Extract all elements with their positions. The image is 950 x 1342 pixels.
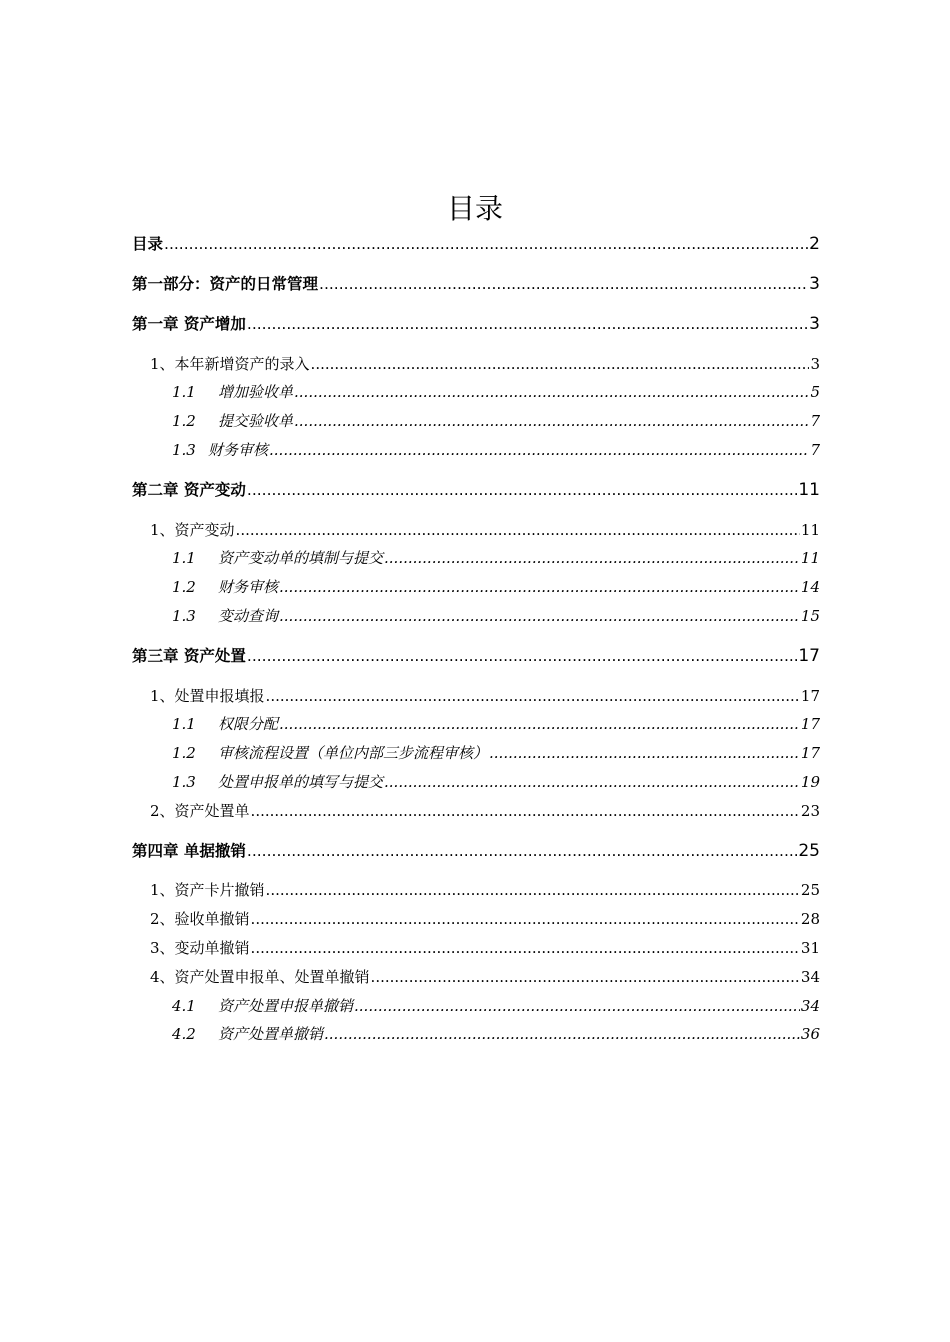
toc-leader-dots xyxy=(251,800,800,822)
toc-page-number: 5 xyxy=(810,383,820,401)
toc-entry[interactable] xyxy=(132,713,820,735)
toc-leader-dots xyxy=(384,547,800,569)
toc-leader-dots xyxy=(354,995,800,1017)
toc-entry-number: 1.1 xyxy=(172,715,196,733)
toc-entry[interactable] xyxy=(132,645,820,667)
toc-entry-number: 1.1 xyxy=(172,383,196,401)
toc-entry[interactable] xyxy=(132,605,820,627)
toc-entry-text: 处置申报单的填写与提交 xyxy=(218,773,384,791)
toc-entry-label: 1、本年新增资产的录入 xyxy=(150,355,310,373)
toc-page-number: 2 xyxy=(809,234,820,254)
toc-leader-dots xyxy=(311,353,810,375)
toc-entry[interactable] xyxy=(132,519,820,541)
toc-leader-dots xyxy=(266,685,800,707)
toc-entry-text: 资产处置申报单撤销 xyxy=(218,997,354,1015)
toc-leader-dots xyxy=(164,233,808,255)
toc-entry-label: 1、资产卡片撤销 xyxy=(150,881,265,899)
toc-entry[interactable] xyxy=(132,685,820,707)
toc-entry[interactable] xyxy=(132,353,820,375)
toc-entry-label: 4、资产处置申报单、处置单撤销 xyxy=(150,968,370,986)
toc-entry-label xyxy=(172,1023,323,1045)
toc-page-number: 11 xyxy=(800,549,820,567)
toc-entry-label xyxy=(172,713,278,735)
toc-entry[interactable] xyxy=(132,547,820,569)
toc-entry[interactable] xyxy=(132,1023,820,1045)
toc-page-number: 31 xyxy=(800,939,820,957)
toc-page-number: 36 xyxy=(800,1025,820,1043)
toc-entry[interactable] xyxy=(132,908,820,930)
toc-entry-label: 1、资产变动 xyxy=(150,521,235,539)
page-title: 目录 xyxy=(446,191,503,225)
toc-entry[interactable] xyxy=(132,576,820,598)
toc-entry-label xyxy=(172,381,293,403)
toc-leader-dots xyxy=(251,937,800,959)
toc-entry-label: 目录 xyxy=(132,235,164,253)
toc-entry-text: 权限分配 xyxy=(218,715,279,733)
toc-entry[interactable] xyxy=(132,410,820,432)
toc-page-number: 17 xyxy=(800,744,820,762)
toc-entry-number: 1.3 xyxy=(172,773,196,791)
toc-page-number: 14 xyxy=(800,578,820,596)
toc-entry[interactable] xyxy=(132,313,820,335)
toc-page-number: 3 xyxy=(809,274,820,294)
toc-leader-dots xyxy=(266,879,800,901)
toc-page-number: 17 xyxy=(798,646,820,666)
toc-page-number: 25 xyxy=(798,841,820,861)
toc-entry-label xyxy=(172,771,383,793)
toc-entry-label xyxy=(172,439,268,461)
toc-leader-dots xyxy=(324,1023,800,1045)
toc-entry-label xyxy=(172,547,383,569)
toc-leader-dots xyxy=(251,908,800,930)
toc-entry-number: 4.1 xyxy=(172,997,196,1015)
toc-entry-number: 1.3 xyxy=(172,607,196,625)
toc-page-number: 19 xyxy=(800,773,820,791)
toc-leader-dots xyxy=(279,713,800,735)
toc-leader-dots xyxy=(294,381,809,403)
toc-entry-text: 财务审核 xyxy=(218,578,279,596)
toc-leader-dots xyxy=(319,273,808,295)
toc-entry-label: 第二章 资产变动 xyxy=(132,481,246,499)
toc-entry[interactable] xyxy=(132,966,820,988)
toc-entry-label xyxy=(172,576,278,598)
toc-leader-dots xyxy=(236,519,800,541)
toc-entry-text: 财务审核 xyxy=(208,441,269,459)
toc-leader-dots xyxy=(247,313,808,335)
toc-entry[interactable] xyxy=(132,273,820,295)
toc-leader-dots xyxy=(489,742,800,764)
toc-entry-label: 第一部分：资产的日常管理 xyxy=(132,275,319,293)
toc-entry-number: 1.1 xyxy=(172,549,196,567)
toc-entry-label: 第四章 单据撤销 xyxy=(132,842,246,860)
toc-entry-text: 审核流程设置（单位内部三步流程审核） xyxy=(218,744,489,762)
toc-page-number: 7 xyxy=(810,412,820,430)
toc-entry-text: 增加验收单 xyxy=(218,383,294,401)
toc-entry-label: 第一章 资产增加 xyxy=(132,315,246,333)
toc-page-number: 7 xyxy=(810,441,820,459)
toc-entry[interactable] xyxy=(132,381,820,403)
toc-entry-number: 1.2 xyxy=(172,412,196,430)
toc-entry-text: 提交验收单 xyxy=(218,412,294,430)
toc-entry-label xyxy=(172,742,488,764)
toc-page-number: 34 xyxy=(800,997,820,1015)
toc-page-number: 17 xyxy=(800,687,820,705)
toc-page-number: 25 xyxy=(800,881,820,899)
toc-entry-label: 2、验收单撤销 xyxy=(150,910,250,928)
toc-page-number: 3 xyxy=(810,355,820,373)
toc-page-number: 11 xyxy=(800,521,820,539)
toc-leader-dots xyxy=(247,479,797,501)
toc-page-number: 3 xyxy=(809,314,820,334)
toc-leader-dots xyxy=(279,605,800,627)
toc-entry[interactable] xyxy=(132,879,820,901)
toc-entry-label: 1、处置申报填报 xyxy=(150,687,265,705)
toc-entry-label xyxy=(172,995,353,1017)
toc-entry-number: 1.2 xyxy=(172,744,196,762)
toc-leader-dots xyxy=(371,966,800,988)
toc-leader-dots xyxy=(384,771,800,793)
toc-entry-label xyxy=(172,410,293,432)
toc-entry[interactable] xyxy=(132,439,820,461)
toc-page-number: 34 xyxy=(800,968,820,986)
toc-leader-dots xyxy=(269,439,809,461)
toc-leader-dots xyxy=(294,410,809,432)
toc-leader-dots xyxy=(247,840,797,862)
toc-leader-dots xyxy=(247,645,797,667)
toc-entry-label: 3、变动单撤销 xyxy=(150,939,250,957)
toc-leader-dots xyxy=(279,576,800,598)
toc-entry[interactable] xyxy=(132,479,820,501)
toc-entry-number: 1.2 xyxy=(172,578,196,596)
toc-entry-text: 资产处置单撤销 xyxy=(218,1025,324,1043)
toc-entry-label: 第三章 资产处置 xyxy=(132,647,246,665)
toc-entry[interactable] xyxy=(132,233,820,255)
toc-entry[interactable] xyxy=(132,937,820,959)
toc-entry-label: 2、资产处置单 xyxy=(150,802,250,820)
toc-page-number: 23 xyxy=(800,802,820,820)
toc-entry-label xyxy=(172,605,278,627)
toc-entry[interactable] xyxy=(132,840,820,862)
toc-entry-text: 变动查询 xyxy=(218,607,279,625)
toc-entry-text: 资产变动单的填制与提交 xyxy=(218,549,384,567)
toc-page-number: 11 xyxy=(798,480,820,500)
toc-page-number: 17 xyxy=(800,715,820,733)
toc-entry[interactable] xyxy=(132,742,820,764)
toc-entry[interactable] xyxy=(132,800,820,822)
toc-page-number: 28 xyxy=(800,910,820,928)
toc-entry-number: 1.3 xyxy=(172,441,196,459)
toc-entry[interactable] xyxy=(132,995,820,1017)
toc-page-number: 15 xyxy=(800,607,820,625)
toc-entry-number: 4.2 xyxy=(172,1025,196,1043)
toc-entry[interactable] xyxy=(132,771,820,793)
